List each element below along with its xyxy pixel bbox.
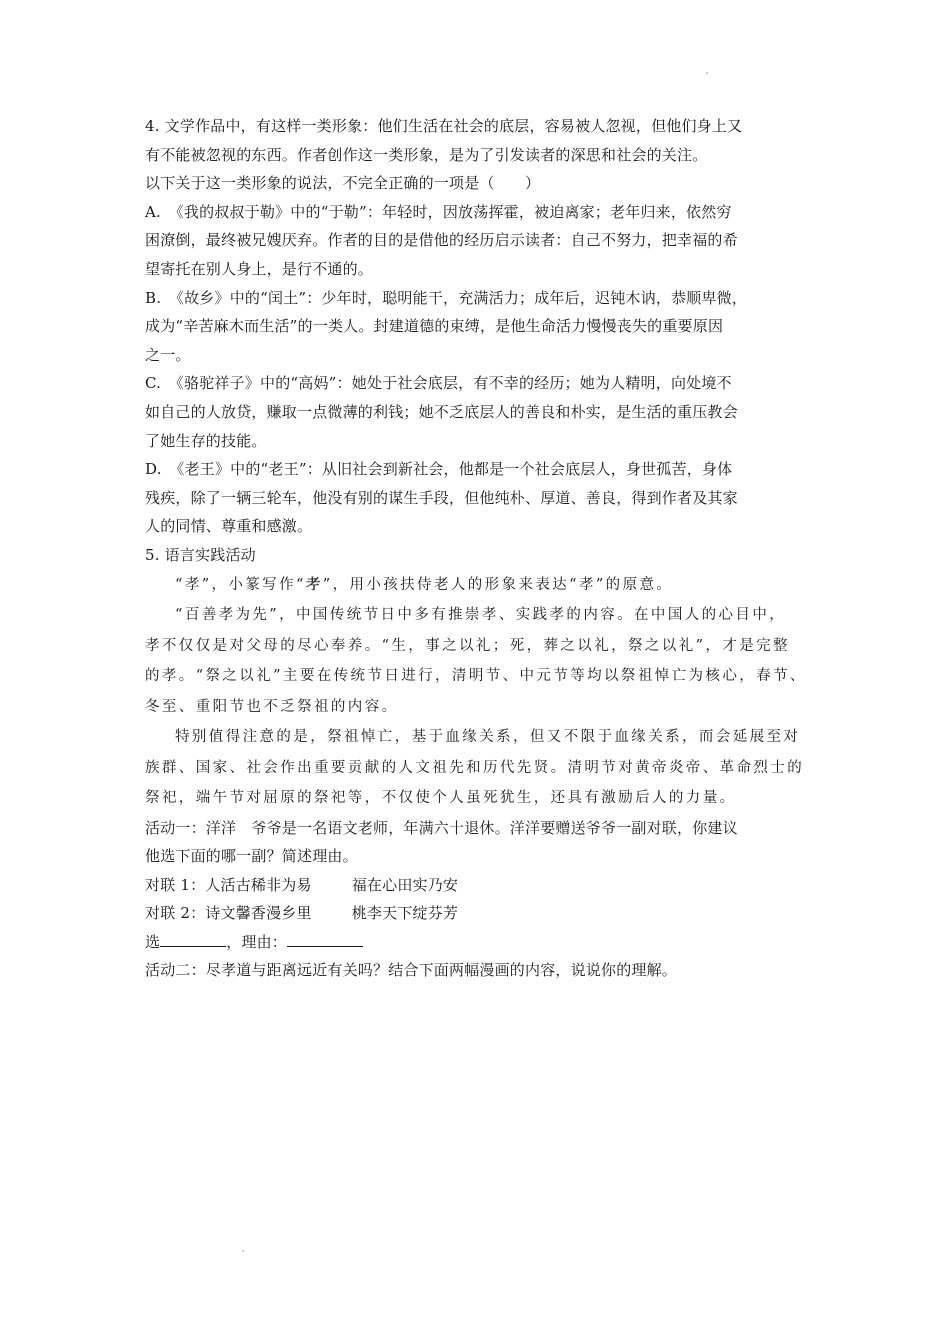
q4-option-a-line: 困潦倒，最终被兄嫂厌弃。作者的目的是借他的经历启示读者：自己不努力，把幸福的希 <box>145 231 738 250</box>
passage-paragraph-3-line: 族群、国家、社会作出重要贡献的人文祖先和历代先贤。清明节对黄帝炎帝、革命烈士的 <box>145 759 805 776</box>
passage-paragraph-3-line: 特别值得注意的是，祭祖悼亡，基于血缘关系，但又不限于血缘关系，而会延展至对 <box>175 729 801 745</box>
couplet-1 <box>145 871 815 900</box>
page-content <box>145 112 815 985</box>
answer-reason-label: ，理由： <box>226 932 288 951</box>
scan-dot <box>706 72 708 74</box>
reason-blank[interactable] <box>287 932 363 947</box>
q4-option-b-line: B. 《故乡》中的“闰土”：少年时，聪明能干，充满活力；成年后，迟钝木讷，恭顺卑微， <box>145 288 748 307</box>
passage-paragraph-2-line: 冬至、重阳节也不乏祭祖的内容。 <box>145 698 399 715</box>
answer-line <box>145 928 815 957</box>
seal-script-glyph: 𦒱 <box>305 575 323 593</box>
q4-option-d-line: D. 《老王》中的“老王”：从旧社会到新社会，他都是一个社会底层人，身世孤苦，身体 <box>145 460 733 479</box>
couplet-2-lower: 桃李天下绽芬芳 <box>351 904 459 923</box>
passage-paragraph-1 <box>145 570 815 601</box>
q5-title: 5. 语言实践活动 <box>145 545 256 564</box>
scan-dot <box>242 1250 244 1252</box>
question-5 <box>145 541 815 985</box>
q4-option-c-line: 如自己的人放贷，赚取一点微薄的利钱；她不乏底层人的善良和朴实，是生活的重压教会 <box>145 402 738 421</box>
activity-1-line: 活动一：洋洋 爷爷是一名语文老师，年满六十退休。洋洋要赠送爷爷一副对联，你建议 <box>145 818 738 837</box>
passage-paragraph-2-line: 孝不仅仅是对父母的尽心奉养。“生，事之以礼；死，葬之以礼，祭之以礼”，才是完整 <box>145 637 790 654</box>
q4-stem-line: 4. 文学作品中，有这样一类形象：他们生活在社会的底层，容易被人忽视，但他们身上又 <box>145 117 743 135</box>
q4-option-d-line: 人的同情、尊重和感激。 <box>145 517 313 536</box>
q4-option-d-line: 残疾，除了一辆三轮车，他没有别的谋生手段，但他纯朴、厚道、善良，得到作者及其家 <box>145 488 738 507</box>
q4-option-c-line: C. 《骆驼祥子》中的“高妈”：她处于社会底层，有不幸的经历；她为人精明，向处境不 <box>145 374 732 393</box>
passage-text: “孝”，小篆写作“ <box>175 576 306 593</box>
q4-stem-line: 以下关于这一类形象的说法，不完全正确的一项是（ ） <box>145 174 541 193</box>
q5-passage <box>145 570 815 814</box>
couplet-2 <box>145 899 815 928</box>
couplet-2-upper: 对联 2：诗文馨香漫乡里 <box>145 904 312 923</box>
couplet-1-upper: 对联 1：人活古稀非为易 <box>145 875 312 894</box>
q4-option-a-line: A. 《我的叔叔于勒》中的“于勒”：年轻时，因放荡挥霍，被迫离家；老年归来，依然穷 <box>145 202 732 221</box>
q4-option-b-line: 之一。 <box>145 345 191 364</box>
choice-blank[interactable] <box>160 932 226 947</box>
q4-option-c-line: 了她生存的技能。 <box>145 431 267 450</box>
question-4 <box>145 112 815 541</box>
q4-stem-line: 有不能被忽视的东西。作者创作这一类形象，是为了引发读者的深思和社会的关注。 <box>145 145 708 164</box>
passage-paragraph-2-line: 的孝。“祭之以礼”主要在传统节日进行，清明节、中元节等均以祭祖悼亡为核心，春节、 <box>145 668 807 684</box>
passage-text: ”，用小孩扶侍老人的形象来表达“孝”的原意。 <box>322 576 674 593</box>
passage-paragraph-2-line: “百善孝为先”，中国传统节日中多有推崇孝、实践孝的内容。在中国人的心目中， <box>175 607 787 623</box>
activity-1-line: 他选下面的哪一副？简述理由。 <box>145 847 358 866</box>
q4-option-a-line: 望寄托在别人身上，是行不通的。 <box>145 259 374 278</box>
passage-paragraph-3-line: 祭祀，端午节对屈原的祭祀等，不仅使个人虽死犹生，还具有激励后人的力量。 <box>145 790 737 806</box>
answer-prefix: 选 <box>145 932 161 951</box>
couplet-1-lower: 福在心田实乃安 <box>351 875 459 894</box>
q4-option-b-line: 成为“辛苦麻木而生活”的一类人。封建道德的束缚，是他生命活力慢慢丧失的重要原因 <box>145 317 724 336</box>
activity-2: 活动二：尽孝道与距离远近有关吗？结合下面两幅漫画的内容，说说你的理解。 <box>145 961 678 980</box>
